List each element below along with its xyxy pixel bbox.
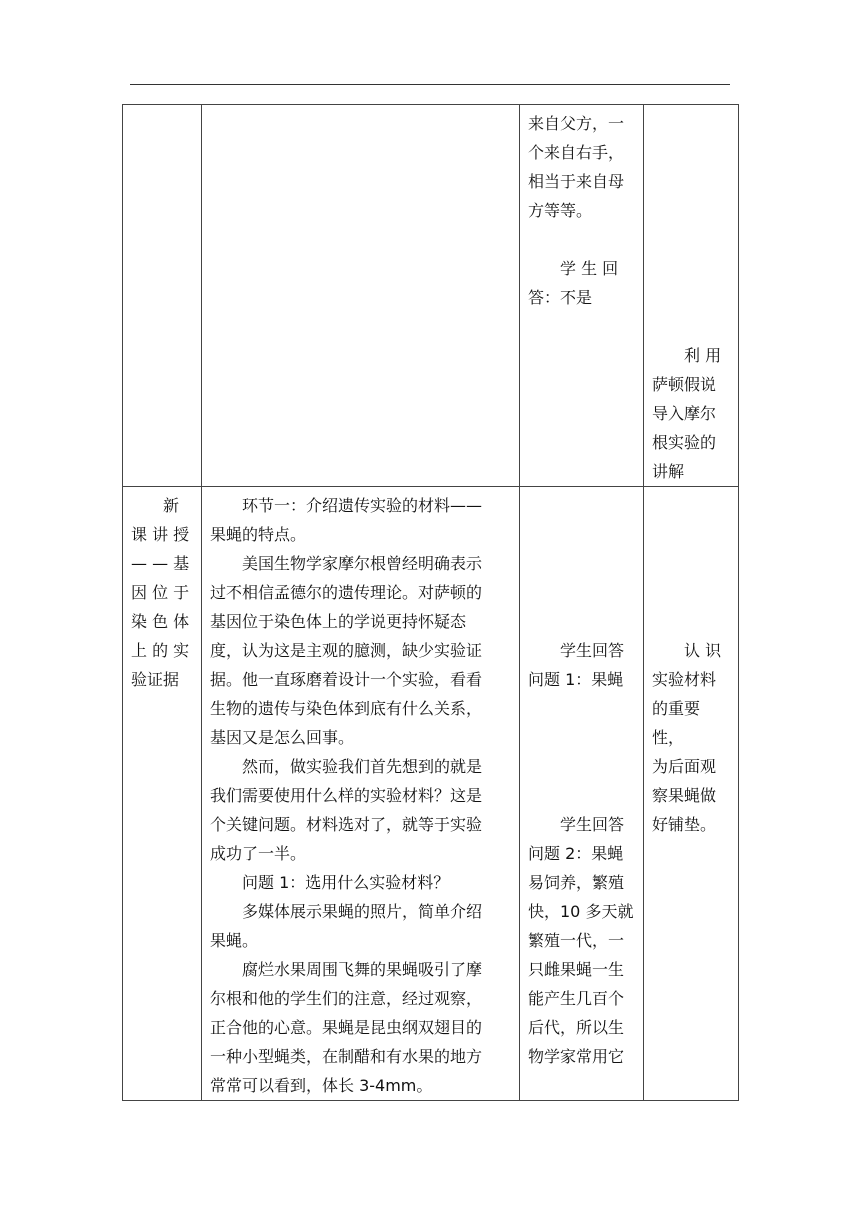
text-line: 一种小型蝇类，在制醋和有水果的地方	[210, 1047, 483, 1066]
row2-col1	[123, 487, 202, 1101]
text-line: 个关键问题。材料选对了，就等于实验	[210, 815, 483, 834]
text-line: 萨顿假说	[652, 375, 717, 394]
text-line: 根实验的	[652, 433, 717, 452]
text-line: 度，认为这是主观的臆测，缺少实验证	[210, 641, 483, 660]
text-line: — — 基	[131, 554, 190, 573]
text-line: 问题 1：选用什么实验材料？	[242, 873, 450, 892]
lesson-plan-table	[122, 104, 739, 1101]
text-line: 美国生物学家摩尔根曾经明确表示	[242, 554, 483, 573]
text-line: 相当于来自母	[528, 172, 625, 191]
row1-col1	[123, 105, 202, 487]
paragraph	[210, 549, 512, 752]
text-line: 实验材料	[652, 670, 717, 689]
text-line: 学生回答	[560, 815, 625, 834]
text-line: 个来自右手，	[528, 143, 625, 162]
text-line: 上 的 实	[131, 641, 190, 660]
text-line: 方等等。	[528, 201, 593, 220]
text-line: 尔根和他的学生们的注意，经过观察，	[210, 989, 483, 1008]
paragraph	[210, 752, 512, 868]
header-rule	[130, 84, 730, 85]
text-line: 验证据	[131, 670, 180, 689]
row2-col4	[644, 487, 739, 1101]
text-line: 环节一：介绍遗传实验的材料——	[242, 496, 483, 515]
text-line: 果蝇。	[210, 931, 259, 950]
text-line: 我们需要使用什么样的实验材料？这是	[210, 786, 483, 805]
text-line: 多媒体展示果蝇的照片，简单介绍	[242, 902, 483, 921]
text-line: 后代，所以生	[528, 1018, 625, 1037]
text-line: 物学家常用它	[528, 1047, 625, 1066]
text-line: 能产生几百个	[528, 989, 625, 1008]
text-line: 学 生 回	[560, 259, 619, 278]
paragraph	[210, 868, 512, 897]
design-intent-text	[652, 636, 731, 839]
text-line: 问题 2：果蝇	[528, 844, 624, 863]
text-line: 课 讲 授	[131, 525, 190, 544]
table-row	[123, 105, 739, 487]
text-line: 基因又是怎么回事。	[210, 728, 355, 747]
student-answer	[528, 810, 636, 1071]
text-line: 果蝇的特点。	[210, 525, 307, 544]
student-activity-text	[528, 109, 636, 225]
text-line: 染 色 体	[131, 612, 190, 631]
section-title	[131, 491, 194, 694]
text-line: 学生回答	[560, 641, 625, 660]
paragraph	[210, 897, 512, 955]
text-line: 基因位于染色体上的学说更持怀疑态	[210, 612, 467, 631]
text-line: 认 识	[684, 641, 722, 660]
text-line: 繁殖一代，一	[528, 931, 625, 950]
text-line: 只雌果蝇一生	[528, 960, 625, 979]
text-line: 快，10 多天就	[528, 902, 634, 921]
text-line: 新	[163, 496, 180, 515]
text-line: 问题 1：果蝇	[528, 670, 624, 689]
row2-col2	[202, 487, 520, 1101]
text-line: 导入摩尔	[652, 404, 717, 423]
text-line: 成功了一半。	[210, 844, 307, 863]
student-answer	[528, 636, 636, 694]
text-line: 利 用	[684, 346, 722, 365]
text-line: 为后面观	[652, 757, 717, 776]
paragraph	[210, 491, 512, 549]
text-line: 易饲养，繁殖	[528, 873, 625, 892]
row1-col2	[202, 105, 520, 487]
text-line: 好铺垫。	[652, 815, 717, 834]
row2-col3	[520, 487, 644, 1101]
text-line: 答：不是	[528, 288, 593, 307]
text-line: 察果蝇做	[652, 786, 717, 805]
text-line: 讲解	[652, 462, 685, 481]
design-intent-text	[652, 341, 731, 486]
row1-col3	[520, 105, 644, 487]
text-line: 正合他的心意。果蝇是昆虫纲双翅目的	[210, 1018, 483, 1037]
paragraph	[210, 955, 512, 1100]
text-line: 然而，做实验我们首先想到的就是	[242, 757, 483, 776]
text-line: 因 位 于	[131, 583, 190, 602]
text-line: 过不相信孟德尔的遗传理论。对萨顿的	[210, 583, 483, 602]
text-line: 来自父方，一	[528, 114, 625, 133]
text-line: 的重要性，	[652, 699, 701, 747]
text-line: 据。他一直琢磨着设计一个实验，看看	[210, 670, 483, 689]
row1-col4	[644, 105, 739, 487]
text-line: 腐烂水果周围飞舞的果蝇吸引了摩	[242, 960, 483, 979]
text-line: 常常可以看到，体长 3-4mm。	[210, 1076, 433, 1095]
table-row	[123, 487, 739, 1101]
text-line: 生物的遗传与染色体到底有什么关系，	[210, 699, 483, 718]
student-answer	[528, 254, 636, 312]
